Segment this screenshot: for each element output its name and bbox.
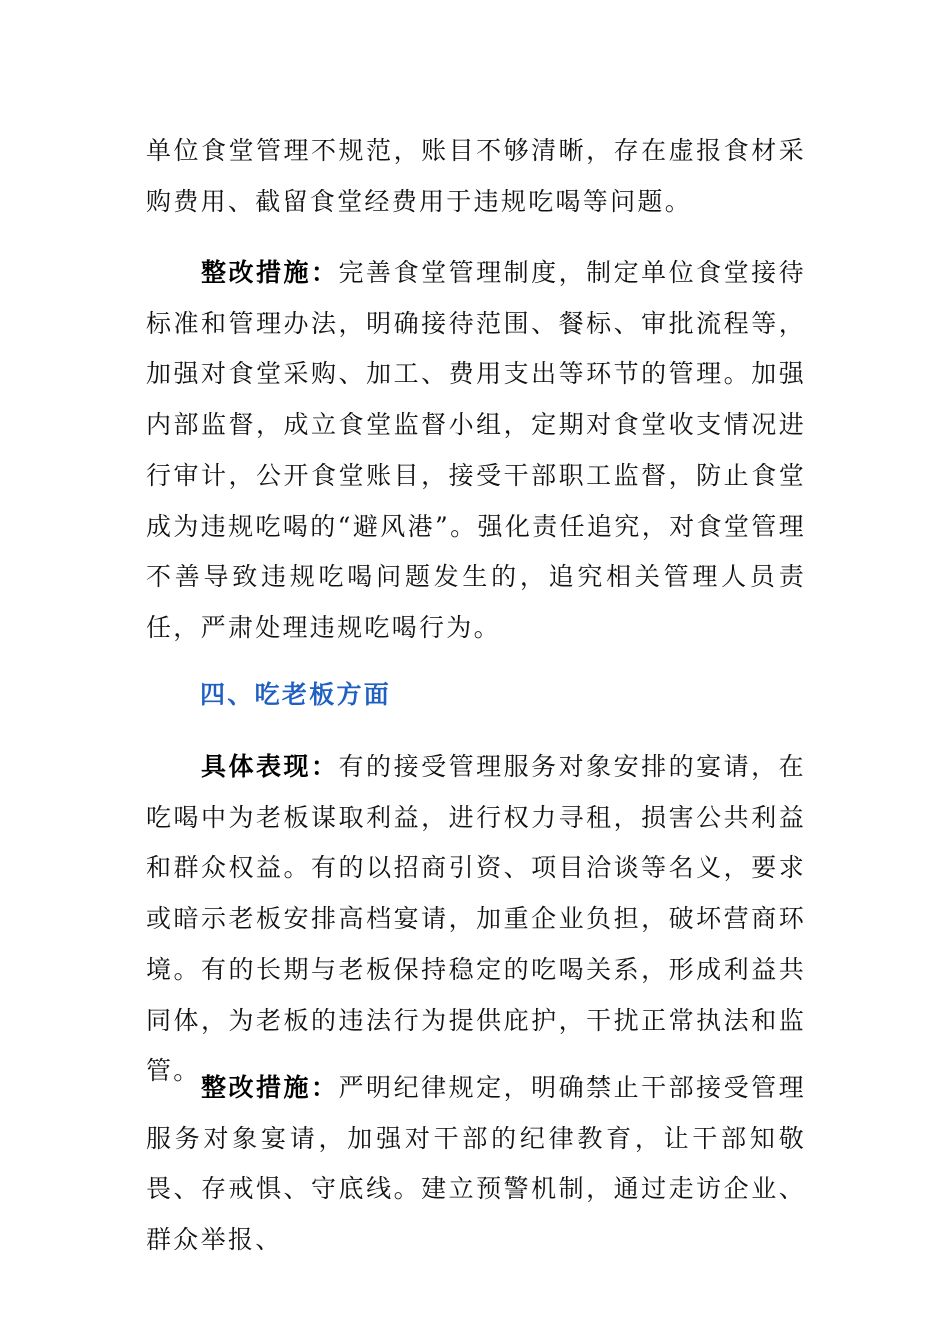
paragraph-text: 完善食堂管理制度，制定单位食堂接待标准和管理办法，明确接待范围、餐标、审批流程等，加强对食堂采购、加工、费用支出等环节的管理。加强内部监督，成立食堂监督小组，定期对食堂收支情况进行审计，公开食堂账目，接受干部职工监督，防止食堂成为违规吃喝的“避风港”。强化责任追究，对食堂管理不善导致违规吃喝问题发生的，追究相关管理人员责任，严肃处理违规吃喝行为。 — [146, 258, 806, 642]
paragraph-canteen-issue — [146, 126, 806, 227]
section-heading: 四、吃老板方面 — [200, 680, 392, 709]
paragraph-canteen-measures — [146, 248, 806, 654]
paragraph-boss-manifestation — [146, 742, 806, 1097]
measures-label: 整改措施： — [201, 1073, 339, 1102]
manifestation-label: 具体表现： — [201, 752, 339, 781]
paragraph-text: 单位食堂管理不规范，账目不够清晰，存在虚报食材采购费用、截留食堂经费用于违规吃喝等问题。 — [146, 136, 806, 216]
measures-label: 整改措施： — [201, 258, 339, 287]
paragraph-text: 有的接受管理服务对象安排的宴请，在吃喝中为老板谋取利益，进行权力寻租，损害公共利益和群众权益。有的以招商引资、项目洽谈等名义，要求或暗示老板安排高档宴请，加重企业负担，破坏营商环境。有的长期与老板保持稳定的吃喝关系，形成利益共同体，为老板的违法行为提供庇护，干扰正常执法和监管。 — [146, 752, 806, 1086]
paragraph-boss-measures — [146, 1063, 806, 1266]
paragraph-text: 严明纪律规定，明确禁止干部接受管理服务对象宴请，加强对干部的纪律教育，让干部知敬畏、存戒惧、守底线。建立预警机制，通过走访企业、群众举报、 — [146, 1073, 806, 1255]
